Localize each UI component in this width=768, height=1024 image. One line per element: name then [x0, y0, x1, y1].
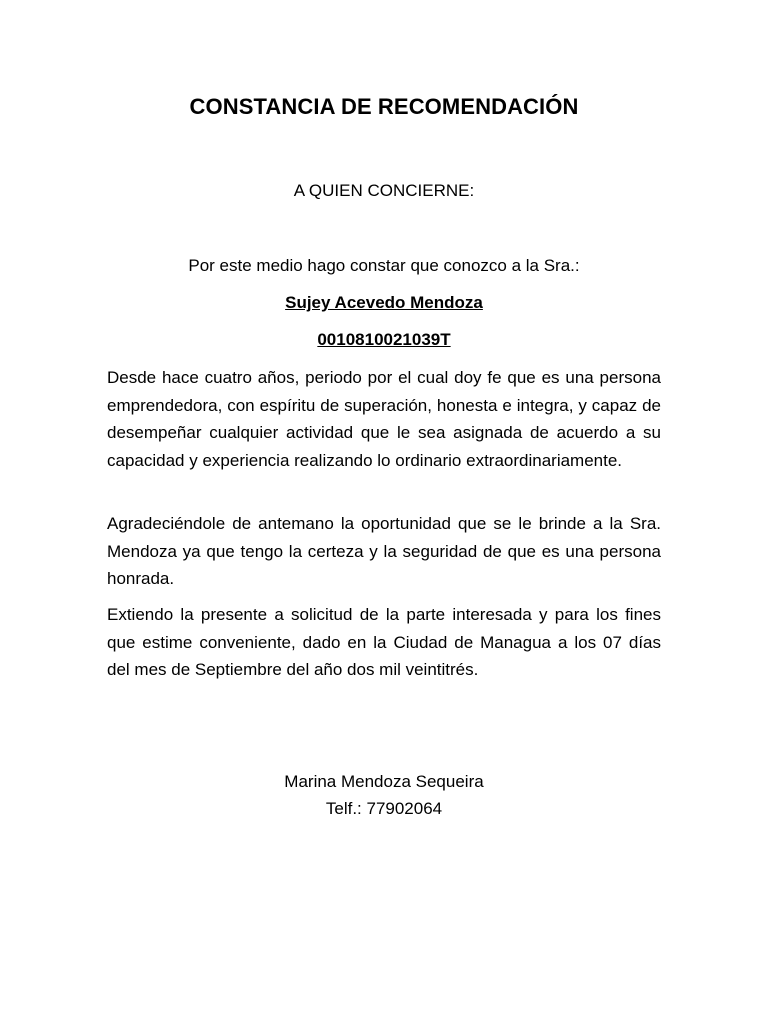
intro-line: Por este medio hago constar que conozco a la Sra.:: [188, 256, 580, 275]
salutation: A QUIEN CONCIERNE:: [293, 181, 475, 200]
paragraph-3: Extiendo la presente a solicitud de la parte interesada y para los fines que estime conveniente, dado en la Ciudad de Managua a los 07 días del mes de Septiembre del año dos mil veintitrés.: [107, 605, 661, 679]
paragraph-1: Desde hace cuatro años, periodo por el cual doy fe que es una persona emprendedora, con espíritu de superación, honesta e integra, y capaz de desempeñar cualquier actividad que le sea asignada de acuerdo a su capacidad y experiencia realizando lo ordinario extraordinariamente.: [107, 368, 661, 470]
paragraph-2: Agradeciéndole de antemano la oportunidad que se le brinde a la Sra. Mendoza ya que tengo la certeza y la seguridad de que es una persona honrada.: [107, 514, 661, 588]
person-name: Sujey Acevedo Mendoza: [285, 293, 483, 312]
id-number: 0010810021039T: [317, 330, 451, 349]
document-title: CONSTANCIA DE RECOMENDACIÓN: [189, 94, 579, 119]
signature-name: Marina Mendoza Sequeira: [284, 772, 484, 791]
signature-phone: Telf.: 77902064: [325, 799, 443, 818]
